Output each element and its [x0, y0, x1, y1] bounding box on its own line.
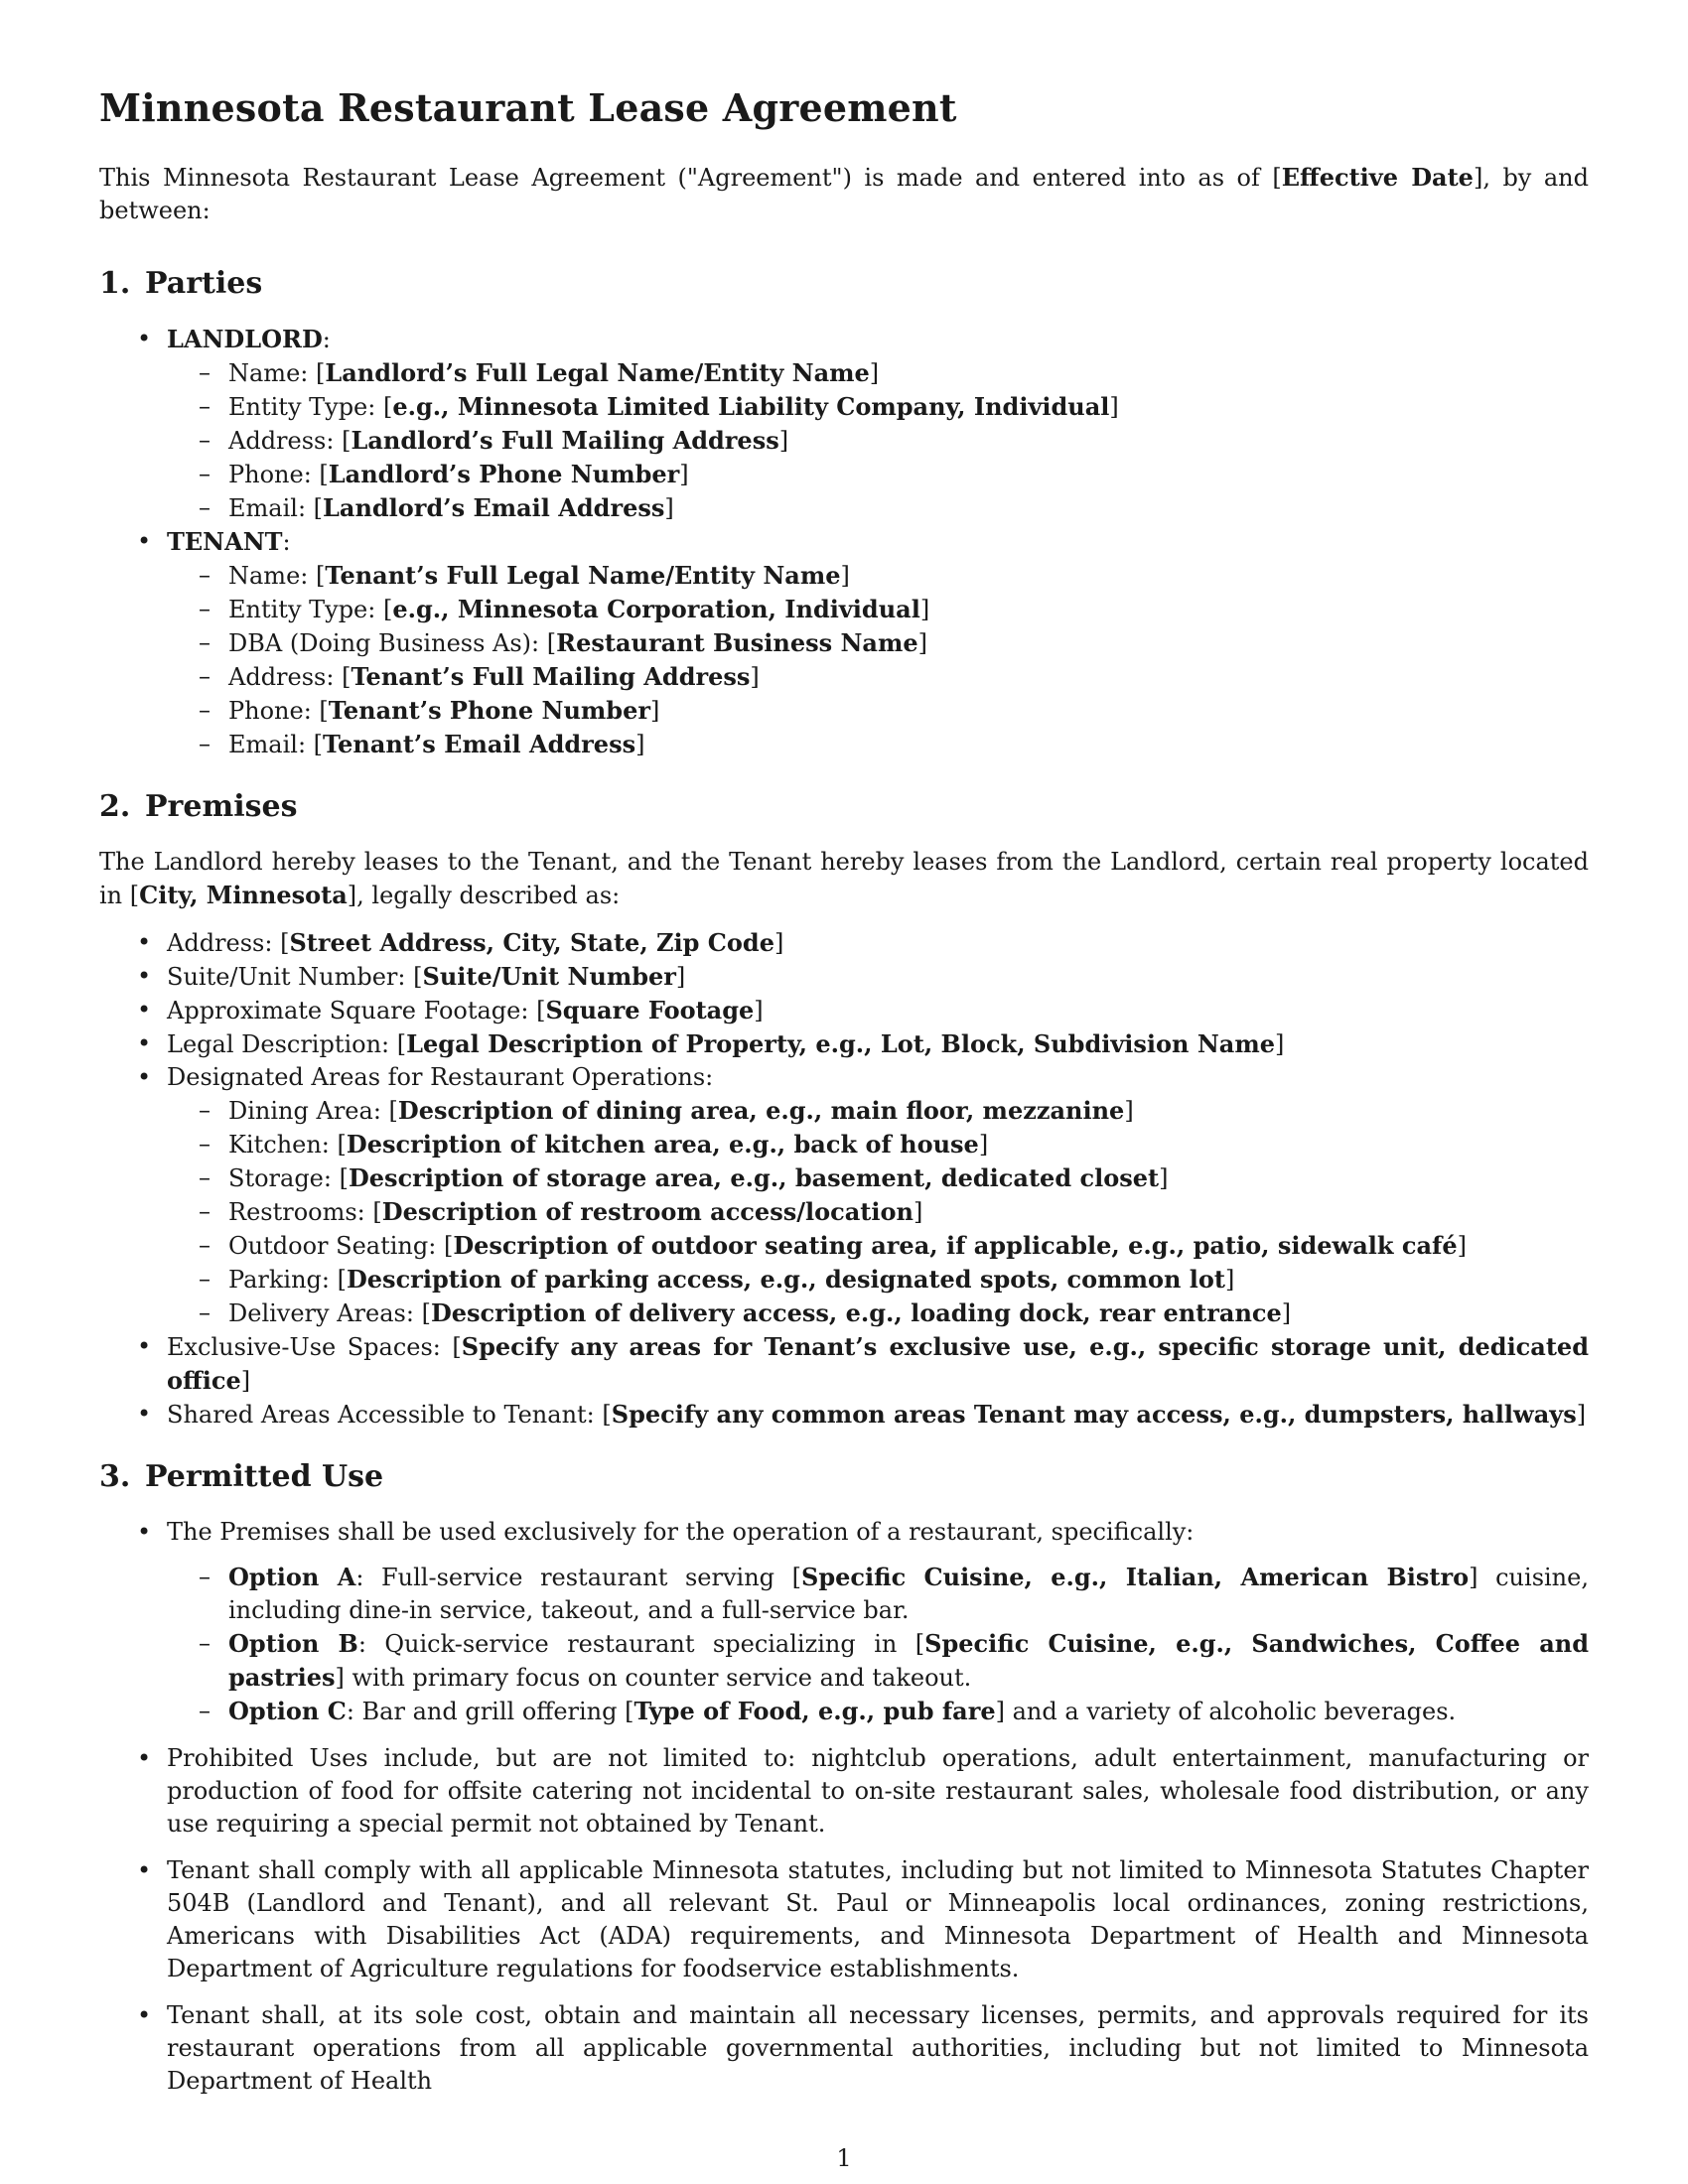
- section-3-heading: [99, 1459, 383, 1494]
- city-placeholder: City, Minnesota: [139, 881, 348, 909]
- tenant-name: – Name: [Tenant’s Full Legal Name/Entity Name]: [99, 559, 1589, 593]
- delivery-area: – Delivery Areas: [Description of delivery access, e.g., loading dock, rear entrance]: [99, 1297, 1589, 1330]
- tenant-phone: – Phone: [Tenant’s Phone Number]: [99, 694, 1589, 728]
- tenant-email: – Email: [Tenant’s Email Address]: [99, 728, 1589, 761]
- shared-areas: • Shared Areas Accessible to Tenant: [Specify any common areas Tenant may access, e.g., dumpsters, hallways]: [99, 1398, 1589, 1432]
- section-1-title: Parties: [145, 266, 263, 301]
- premises-suite: • Suite/Unit Number: [Suite/Unit Number]: [99, 960, 1589, 994]
- compliance-clause: • Tenant shall comply with all applicable Minnesota statutes, including but not limited to Minnesota Statutes Chapter 504B (Landlord and Tenant), and all relevant St. Paul or Minneapolis local ordinances, zoning restrictions, Americans with Disabilities Act (ADA) requirements, and Minnesota Department of Health and Minnesota Department of Agriculture regulations for foodservice establishments.: [99, 1854, 1589, 1985]
- storage-area: – Storage: [Description of storage area, e.g., basement, dedicated closet]: [99, 1161, 1589, 1195]
- landlord-entity-type: – Entity Type: [e.g., Minnesota Limited Liability Company, Individual]: [99, 390, 1589, 424]
- premises-legal-description: • Legal Description: [Legal Description of Property, e.g., Lot, Block, Subdivision Name]: [99, 1027, 1589, 1061]
- landlord-label: LANDLORD: [167, 325, 323, 353]
- intro-text-after: ], by and between:: [99, 164, 1589, 224]
- tenant-dba: – DBA (Doing Business As): [Restaurant Business Name]: [99, 626, 1589, 660]
- intro-text-before: This Minnesota Restaurant Lease Agreement ("Agreement") is made and entered into as of [: [99, 164, 1282, 192]
- option-b: – Option B: Quick-service restaurant specializing in [Specific Cuisine, e.g., Sandwiches, Coffee and pastries] with primary focus on counter service and takeout.: [99, 1627, 1589, 1695]
- restrooms-area: – Restrooms: [Description of restroom access/location]: [99, 1195, 1589, 1229]
- landlord-item: • LANDLORD: – Name: [Landlord’s Full Legal Name/Entity Name] – Entity Type: [e.g., Minnesota Limited Liability Company, Individual] – Address: [Landlord’s Full Mailing Address] – Phone: [Landlord’s Phone Number] – Email: [Landlord’s Email Address]: [99, 323, 1589, 525]
- licenses-clause: • Tenant shall, at its sole cost, obtain and maintain all necessary licenses, permits, and approvals required for its restaurant operations from all applicable governmental authorities, including but not limited to Minnesota Department of Health: [99, 1999, 1589, 2098]
- section-3-number: 3.: [99, 1459, 131, 1494]
- effective-date-placeholder: Effective Date: [1281, 163, 1474, 192]
- prohibited-uses: • Prohibited Uses include, but are not limited to: nightclub operations, adult entertainment, manufacturing or production of food for offsite catering not incidental to on-site restaurant sales, wholesale food distribution, or any use requiring a special permit not obtained by Tenant.: [99, 1742, 1589, 1841]
- premises-square-footage: • Approximate Square Footage: [Square Footage]: [99, 994, 1589, 1027]
- intro-paragraph: [99, 161, 1589, 227]
- section-3-title: Permitted Use: [145, 1459, 384, 1494]
- landlord-phone: – Phone: [Landlord’s Phone Number]: [99, 458, 1589, 491]
- parking-area: – Parking: [Description of parking access, e.g., designated spots, common lot]: [99, 1263, 1589, 1297]
- tenant-item: • TENANT: – Name: [Tenant’s Full Legal Name/Entity Name] – Entity Type: [e.g., Minnesota Corporation, Individual] – DBA (Doing Business As): [Restaurant Business Name] – Address: [Tenant’s Full Mailing Address] – Phone: [Tenant’s Phone Number] – Email: [Tenant’s Email Address]: [99, 525, 1589, 761]
- parties-block: [99, 323, 1589, 761]
- option-a: – Option A: Full-service restaurant serving [Specific Cuisine, e.g., Italian, American Bistro] cuisine, including dine-in service, takeout, and a full-service bar.: [99, 1561, 1589, 1627]
- premises-address: • Address: [Street Address, City, State, Zip Code]: [99, 926, 1589, 960]
- section-2-title: Premises: [145, 789, 298, 824]
- tenant-label: TENANT: [167, 527, 283, 556]
- dining-area: – Dining Area: [Description of dining area, e.g., main floor, mezzanine]: [99, 1094, 1589, 1128]
- kitchen-area: – Kitchen: [Description of kitchen area, e.g., back of house]: [99, 1128, 1589, 1161]
- tenant-address: – Address: [Tenant’s Full Mailing Address]: [99, 660, 1589, 694]
- document-title: Minnesota Restaurant Lease Agreement: [99, 85, 957, 130]
- option-c: – Option C: Bar and grill offering [Type of Food, e.g., pub fare] and a variety of alcoholic beverages.: [99, 1695, 1589, 1728]
- outdoor-seating-area: – Outdoor Seating: [Description of outdoor seating area, if applicable, e.g., patio, sidewalk café]: [99, 1229, 1589, 1263]
- landlord-name: – Name: [Landlord’s Full Legal Name/Entity Name]: [99, 356, 1589, 390]
- designated-areas-item: • Designated Areas for Restaurant Operations: – Dining Area: [Description of dining area, e.g., main floor, mezzanine] – Kitchen: [Description of kitchen area, e.g., back of house] – Storage: [Description of storage area, e.g., basement, dedicated closet] – Restrooms: [Description of restroom access/location] – Outdoor Seating: [Description of outdoor seating area, if applicable, e.g., patio, sidewalk café] – Parking: [Description of parking access, e.g., designated spots, common lot] – Delivery Areas: [Description of delivery access, e.g., loading dock, rear entrance]: [99, 1061, 1589, 1330]
- section-2-number: 2.: [99, 789, 131, 824]
- permitted-use-lead: • The Premises shall be used exclusively for the operation of a restaurant, specifically: – Option A: Full-service restaurant serving [Specific Cuisine, e.g., Italian, American Bistro] cuisine, including dine-in service, takeout, and a full-service bar. – Option B: Quick-service restaurant specializing in [Specific Cuisine, e.g., Sandwiches, Coffee and pastries] with primary focus on counter service and takeout. – Option C: Bar and grill offering [Type of Food, e.g., pub fare] and a variety of alcoholic beverages.: [99, 1516, 1589, 1728]
- exclusive-use-spaces: • Exclusive-Use Spaces: [Specify any areas for Tenant’s exclusive use, e.g., specific storage unit, dedicated office]: [99, 1330, 1589, 1398]
- section-2-heading: [99, 789, 297, 824]
- landlord-address: – Address: [Landlord’s Full Mailing Address]: [99, 424, 1589, 458]
- premises-intro: The Landlord hereby leases to the Tenant, and the Tenant hereby leases from the Landlord, certain real property located in [City, Minnesota], legally described as:: [99, 848, 1589, 909]
- tenant-entity-type: – Entity Type: [e.g., Minnesota Corporation, Individual]: [99, 593, 1589, 626]
- landlord-email: – Email: [Landlord’s Email Address]: [99, 491, 1589, 525]
- section-1-number: 1.: [99, 266, 131, 301]
- premises-block: [99, 846, 1589, 1432]
- permitted-use-block: [99, 1516, 1589, 2098]
- section-1-heading: [99, 266, 262, 301]
- page-number: 1: [836, 2144, 852, 2172]
